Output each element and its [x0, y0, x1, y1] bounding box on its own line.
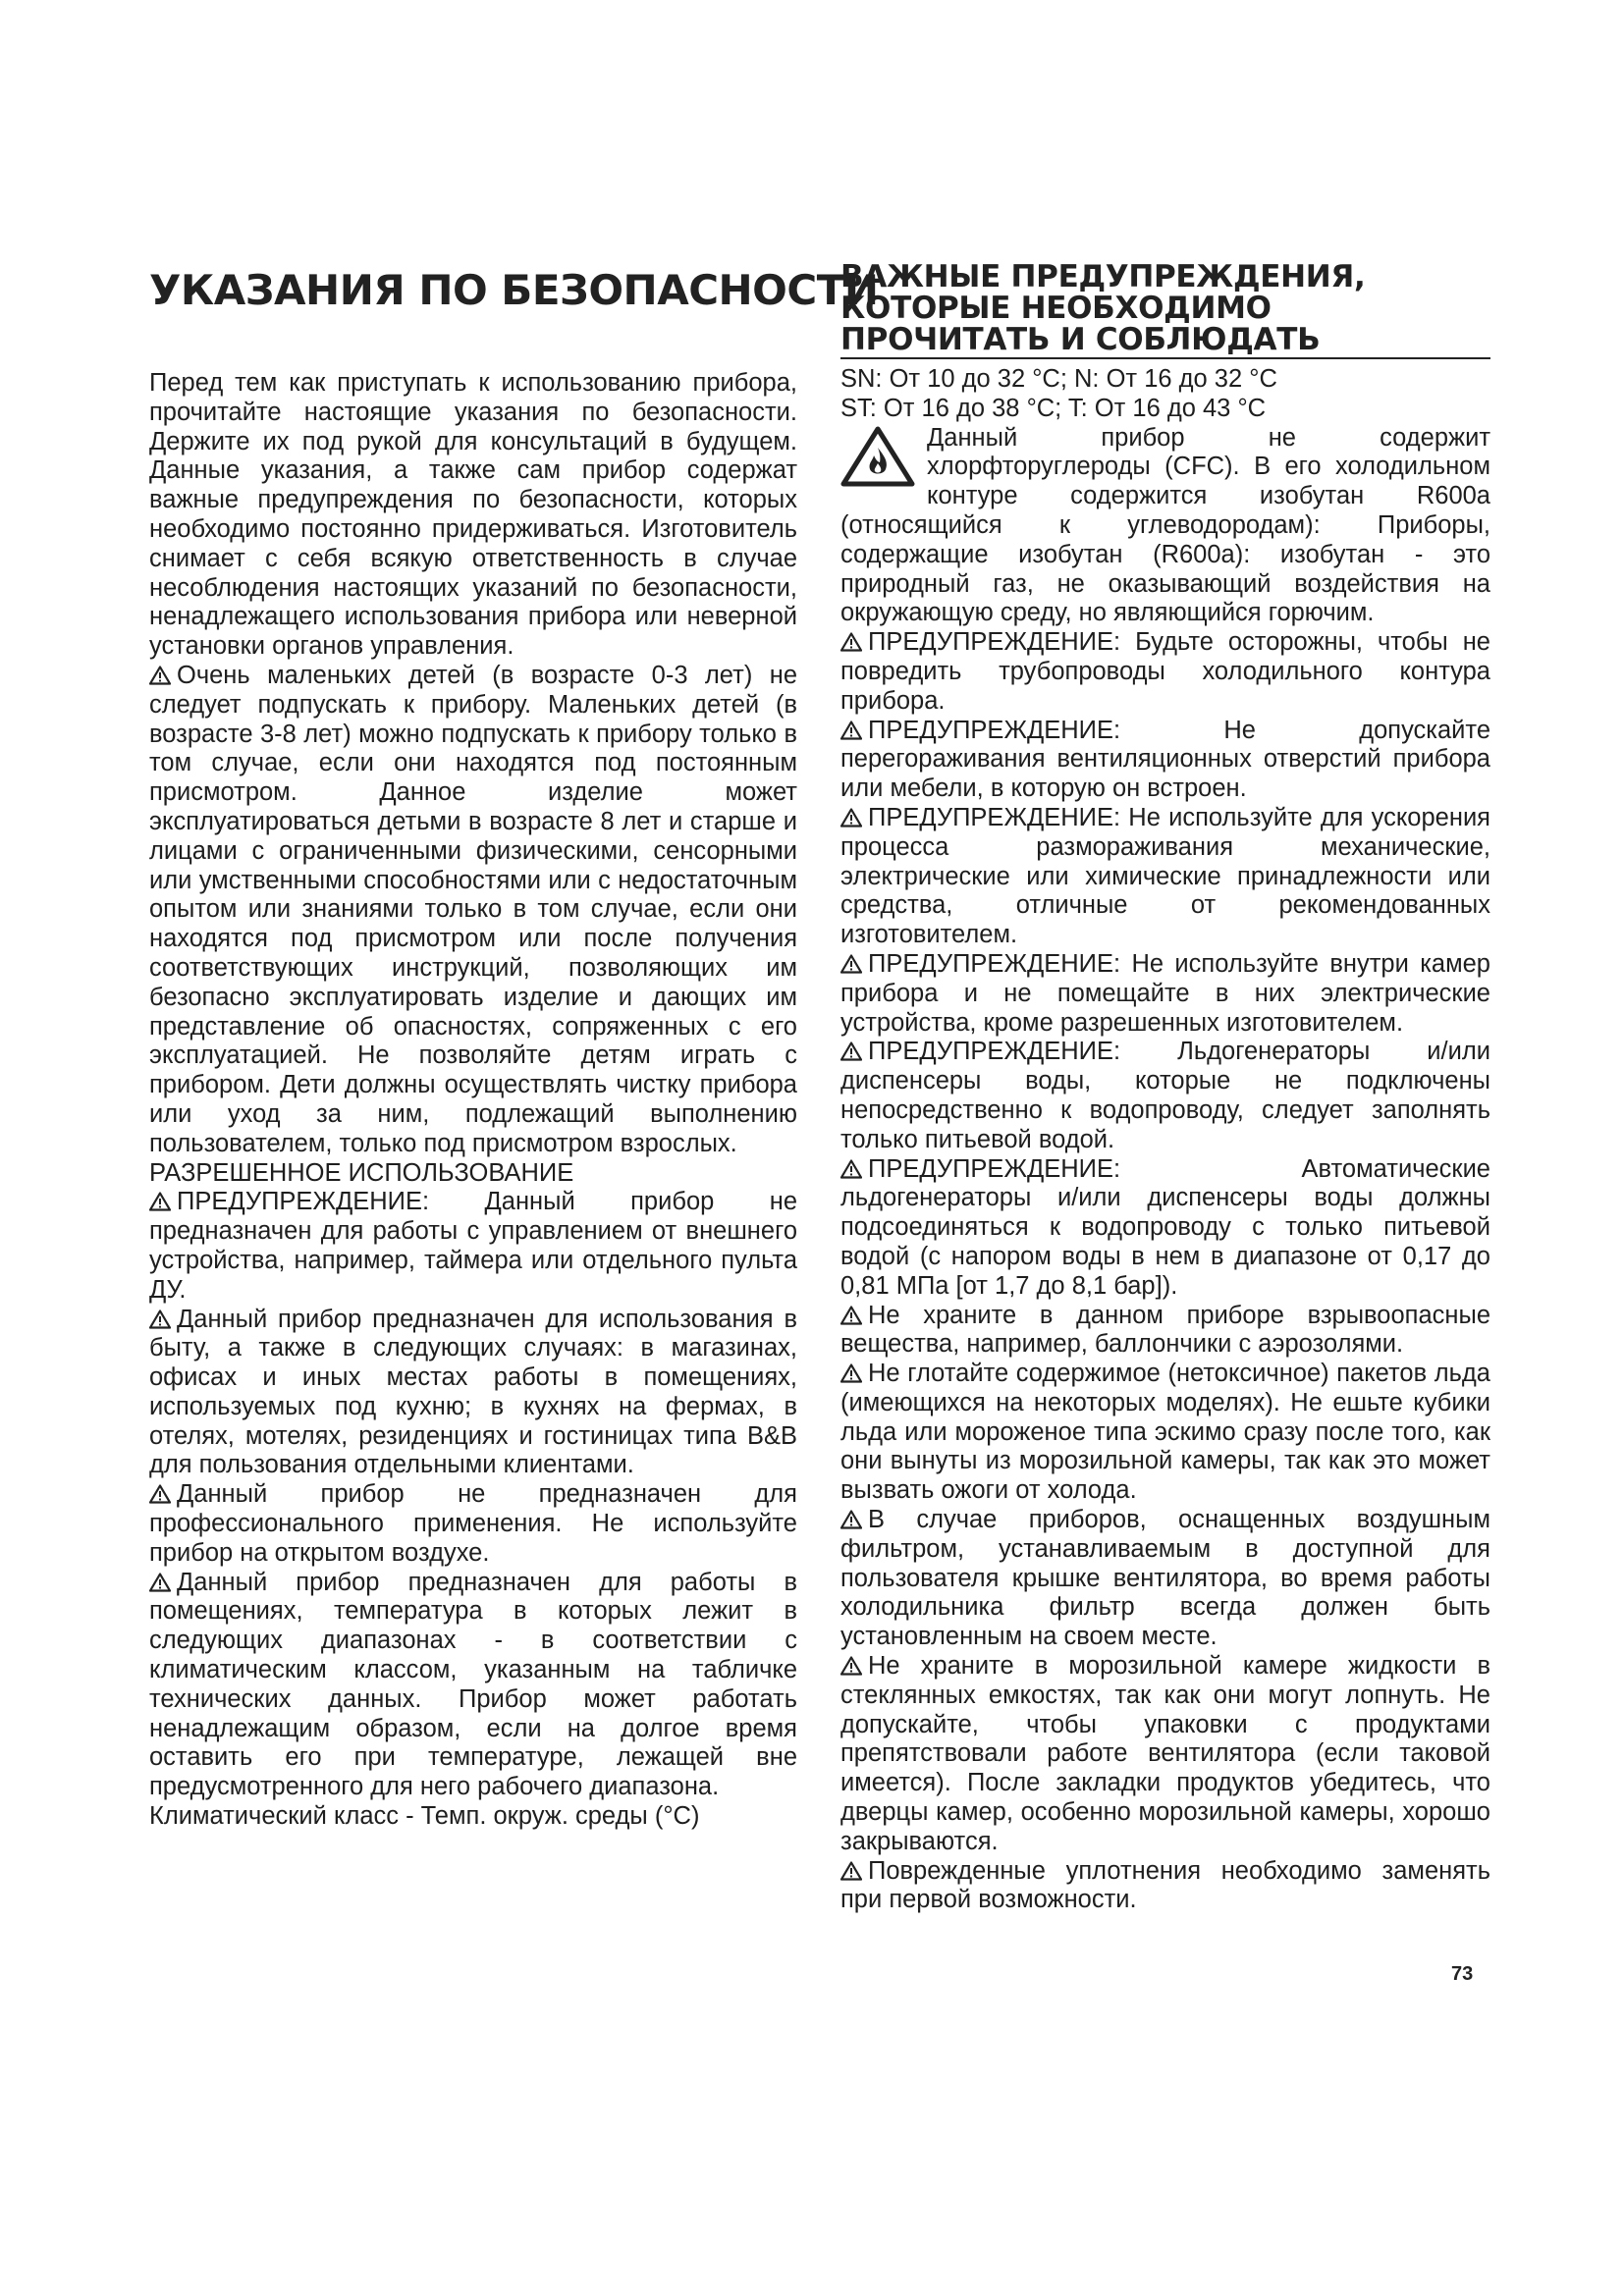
warning-triangle-icon: [840, 1510, 862, 1529]
warning-triangle-icon: [149, 1192, 171, 1211]
right-paragraph-text: ПРЕДУПРЕЖДЕНИЕ: Не используйте для ускорения процесса размораживания механические, электрические или химические принадлежности или средства, отличные от рекомендованных изготовителем.: [840, 803, 1490, 949]
flammable-warning-icon: [840, 426, 915, 487]
left-paragraph-text: РАЗРЕШЕННОЕ ИСПОЛЬЗОВАНИЕ: [149, 1158, 574, 1187]
left-paragraph-text: Данный прибор не предназначен для профессионального применения. Не используйте прибор на открытом воздухе.: [149, 1480, 797, 1567]
right-paragraph-text: Поврежденные уплотнения необходимо заменять при первой возможности.: [840, 1856, 1490, 1914]
left-paragraph: [149, 662, 797, 1159]
warning-triangle-icon: [840, 1041, 862, 1061]
left-paragraph: [149, 1159, 797, 1189]
warning-triangle-icon: [149, 1309, 171, 1329]
right-paragraph: [840, 1857, 1490, 1916]
warning-triangle-icon: [149, 666, 171, 685]
right-paragraph: [840, 804, 1490, 950]
warning-triangle-icon: [840, 1861, 862, 1881]
left-paragraph: [149, 1188, 797, 1305]
right-paragraph-text: В случае приборов, оснащенных воздушным фильтром, устанавливаемым в доступной для пользователя крышке вентилятора, во время работы холодильника фильтр всегда должен быть установленным на своем месте.: [840, 1506, 1490, 1651]
right-paragraph-text: ПРЕДУПРЕЖДЕНИЕ: Не допускайте перегораживания вентиляционных отверстий прибора или мебели, в которую он встроен.: [840, 716, 1490, 803]
left-paragraph: [149, 1480, 797, 1568]
warning-triangle-icon: [840, 721, 862, 740]
right-paragraph: [840, 1155, 1490, 1302]
warning-triangle-icon: [840, 954, 862, 974]
right-paragraph-list: [840, 628, 1490, 1915]
warning-triangle-icon: [840, 632, 862, 652]
left-paragraph: [149, 369, 797, 662]
warning-triangle-icon: [840, 808, 862, 828]
warning-triangle-icon: [840, 1306, 862, 1325]
flammable-text: Данный прибор не содержит хлорфторуглероды (CFC). В его холодильном контуре содержится изобутан R600a (относящийся к углеводородам): Приборы, содержащие изобутан (R600a): изобутан - это природный газ, не оказывающий воздействия на окружающую среду, но являющийся горючим.: [840, 423, 1490, 627]
warning-triangle-icon: [149, 1573, 171, 1592]
left-paragraph-text: Данный прибор предназначен для работы в помещениях, температура в которых лежит в следующих диапазонах - в соответствии с климатическим классом, указанным на табличке технических данных. Прибор может работать ненадлежащим образом, если на долгое время оставить его при температуре, лежащей вне предусмотренного для него рабочего диапазона.: [149, 1568, 797, 1801]
right-paragraph: [840, 628, 1490, 716]
left-paragraph-text: Очень маленьких детей (в возрасте 0-3 лет) не следует подпускать к прибору. Маленьких детей (в возрасте 3-8 лет) можно подпускать к прибору только в том случае, если они находятся под постоянным присмотром. Данное изделие может эксплуатироваться детьми в возрасте 8 лет и старше и лицами с ограниченными физическими, сенсорными или умственными способностями или с недостаточным опытом или знаниями только в том случае, если они находятся под присмотром или после получения соответствующих инструкций, позволяющих им безопасно эксплуатировать изделие и дающих им представление об опасностях, сопряженных с его эксплуатацией. Не позволяйте детям играть с прибором. Дети должны осуществлять чистку прибора или уход за ним, подлежащий выполнению пользователем, только под присмотром взрослых.: [149, 661, 797, 1157]
right-paragraph: [840, 1506, 1490, 1652]
right-paragraph-text: Не глотайте содержимое (нетоксичное) пакетов льда (имеющихся на некоторых моделях). Не ешьте кубики льда или мороженое типа эскимо сразу после того, как они вынуты из морозильной камеры, так как это может вызвать ожоги от холода.: [840, 1360, 1490, 1505]
left-paragraph-text: ПРЕДУПРЕЖДЕНИЕ: Данный прибор не предназначен для работы с управлением от внешнего устройства, например, таймера или отдельного пульта ДУ.: [149, 1188, 797, 1304]
warning-triangle-icon: [149, 1484, 171, 1504]
right-paragraph-text: Не храните в морозильной камере жидкости в стеклянных емкостях, так как они могут лопнуть. Не допускайте, чтобы упаковки с продуктами препятствовали работе вентилятора (если таковой имеется). После закладки продуктов убедитесь, что дверцы камер, особенно морозильной камеры, хорошо закрываются.: [840, 1652, 1490, 1855]
page-number: 73: [1451, 1963, 1474, 1985]
left-paragraph-text: Перед тем как приступать к использованию прибора, прочитайте настоящие указания по безопасности. Держите их под рукой для консультаций в будущем. Данные указания, а также сам прибор содержат важные предупреждения по безопасности, которых необходимо постоянно придерживаться. Изготовитель снимает с себя всякую ответственность в случае несоблюдения настоящих указаний по безопасности, ненадлежащего использования прибора или неверной установки органов управления.: [149, 369, 797, 661]
left-paragraph: [149, 1802, 797, 1832]
left-paragraph-text: Климатический класс - Темп. окруж. среды (°C): [149, 1802, 700, 1831]
right-paragraph-text: ПРЕДУПРЕЖДЕНИЕ: Автоматические льдогенераторы и/или диспенсеры воды должны подсоединяться к водопроводу с только питьевой водой (с напором воды в нем в диапазоне от 0,17 до 0,81 МПа [от 1,7 до 8,1 бар]).: [840, 1154, 1490, 1300]
left-section-title: УКАЗАНИЯ ПО БЕЗОПАСНОСТИ: [149, 266, 879, 314]
warning-triangle-icon: [840, 1363, 862, 1383]
right-paragraph-text: ПРЕДУПРЕЖДЕНИЕ: Не используйте внутри камер прибора и не помещайте в них электрические устройства, кроме разрешенных изготовителем.: [840, 949, 1490, 1037]
climate-line-2: ST: От 16 до 38 °C; T: От 16 до 43 °C: [840, 394, 1267, 422]
right-paragraph: [840, 950, 1490, 1038]
right-paragraph: [840, 1360, 1490, 1506]
left-paragraph: [149, 1569, 797, 1802]
right-paragraph-text: ПРЕДУПРЕЖДЕНИЕ: Льдогенераторы и/или диспенсеры воды, которые не подключены непосредственно к водопроводу, следует заполнять только питьевой водой.: [840, 1038, 1490, 1153]
warning-triangle-icon: [840, 1159, 862, 1179]
right-paragraph: [840, 717, 1490, 804]
right-paragraph: [840, 1038, 1490, 1154]
right-paragraph: [840, 1652, 1490, 1857]
flammable-paragraph: [840, 424, 1490, 629]
right-paragraph-text: ПРЕДУПРЕЖДЕНИЕ: Будьте осторожны, чтобы не повредить трубопроводы холодильного контура прибора.: [840, 628, 1490, 715]
left-paragraph: [149, 1306, 797, 1481]
left-paragraph-text: Данный прибор предназначен для использования в быту, а также в следующих случаях: в магазинах, офисах и иных местах работы в помещениях, используемых под кухню; в кухнях на фермах, в отелях, мотелях, резиденциях и гостиницах типа B&B для пользования отдельными клиентами.: [149, 1305, 797, 1479]
right-paragraph-text: Не храните в данном приборе взрывоопасные вещества, например, баллончики с аэрозолями.: [840, 1301, 1490, 1359]
right-paragraph: [840, 1302, 1490, 1361]
right-column: [840, 365, 1490, 1915]
right-section-title: ВАЖНЫЕ ПРЕДУПРЕЖДЕНИЯ, КОТОРЫЕ НЕОБХОДИМО ПРОЧИТАТЬ И СОБЛЮДАТЬ: [840, 261, 1490, 359]
climate-line-1: SN: От 10 до 32 °C; N: От 16 до 32 °C: [840, 365, 1277, 393]
warning-triangle-icon: [840, 1656, 862, 1676]
left-column: [149, 369, 797, 1832]
